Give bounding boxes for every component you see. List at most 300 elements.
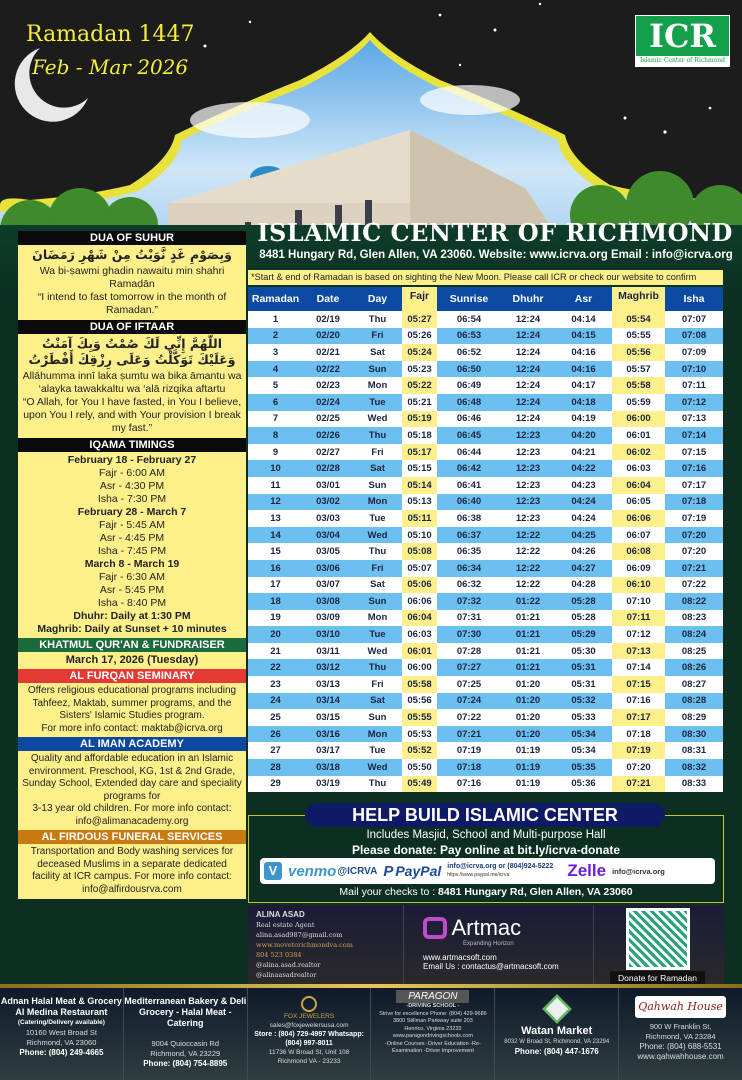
ramadan-dates: Feb - Mar 2026: [32, 55, 189, 79]
venmo-icon: V: [264, 862, 282, 880]
cell-dhuhr: 12:22: [501, 527, 555, 544]
khatmul-date: March 17, 2026 (Tuesday): [65, 654, 199, 666]
cell-sunrise: 07:24: [437, 693, 501, 710]
cell-fajr: 05:10: [402, 527, 437, 544]
cell-ramadan: 2: [248, 328, 303, 345]
cell-asr: 05:32: [555, 693, 612, 710]
cell-day: Tue: [353, 394, 402, 411]
cell-date: 03/13: [303, 676, 353, 693]
cell-day: Wed: [353, 759, 402, 776]
cell-day: Fri: [353, 444, 402, 461]
cell-fajr: 05:55: [402, 709, 437, 726]
cell-day: Wed: [353, 411, 402, 428]
cell-isha: 07:15: [665, 444, 723, 461]
cell-isha: 08:30: [665, 726, 723, 743]
table-row: [248, 577, 723, 594]
cell-day: Sun: [353, 361, 402, 378]
moon-sighting-notice: *Start & end of Ramadan is based on sighting the New Moon. Please call ICR or check our website to confirm: [248, 270, 723, 285]
column-header: Maghrib: [612, 287, 665, 311]
sponsor-phone: Phone: (804) 754-8895: [143, 1059, 228, 1068]
iman-contact: 3-13 year old children. For more info contact: info@alimanacademy.org: [32, 803, 232, 827]
cell-isha: 08:26: [665, 659, 723, 676]
iqama-period: February 28 - March 7: [77, 506, 187, 518]
cell-isha: 08:27: [665, 676, 723, 693]
cell-date: 03/16: [303, 726, 353, 743]
icr-logo: [635, 15, 730, 67]
cell-asr: 05:28: [555, 610, 612, 627]
iqama-list: [18, 452, 246, 638]
cell-maghrib: 06:03: [612, 460, 665, 477]
sponsor-email: sales@foxjewelersusa.com: [269, 1022, 349, 1029]
iqama-dhuhr: Dhuhr: Daily at 1:30 PM: [73, 610, 191, 622]
ad-artmac: [423, 915, 559, 971]
cell-date: 03/19: [303, 776, 353, 793]
cell-date: 03/15: [303, 709, 353, 726]
cell-dhuhr: 01:21: [501, 626, 555, 643]
cell-ramadan: 8: [248, 427, 303, 444]
cell-day: Thu: [353, 659, 402, 676]
footer-qahwah: [619, 988, 742, 1080]
cell-fajr: 05:22: [402, 377, 437, 394]
cell-day: Fri: [353, 676, 402, 693]
sponsor-addr: Henrico, Virginia 23233: [404, 1025, 462, 1032]
logo-subtitle: Islamic Center of Richmond: [636, 56, 729, 66]
cell-isha: 07:08: [665, 328, 723, 345]
cell-isha: 08:28: [665, 693, 723, 710]
table-row: [248, 726, 723, 743]
cell-date: 02/27: [303, 444, 353, 461]
table-row: [248, 560, 723, 577]
iqama-time: Fajr - 6:30 AM: [99, 571, 165, 583]
sponsor-sub: -DRIVING SCHOOL -: [406, 1003, 460, 1009]
cell-asr: 04:24: [555, 494, 612, 511]
cell-day: Thu: [353, 427, 402, 444]
cell-day: Tue: [353, 626, 402, 643]
cell-maghrib: 06:08: [612, 543, 665, 560]
cell-asr: 05:34: [555, 726, 612, 743]
cell-dhuhr: 12:24: [501, 311, 555, 328]
table-row: [248, 626, 723, 643]
cell-dhuhr: 01:20: [501, 709, 555, 726]
paypal-contact: info@icrva.org or (804)924-5222: [447, 863, 554, 870]
cell-date: 03/05: [303, 543, 353, 560]
cell-ramadan: 27: [248, 742, 303, 759]
cell-maghrib: 06:09: [612, 560, 665, 577]
cell-date: 03/03: [303, 510, 353, 527]
iqama-period: March 8 - March 19: [84, 558, 180, 570]
cell-maghrib: 05:54: [612, 311, 665, 328]
cell-isha: 07:22: [665, 577, 723, 594]
cell-sunrise: 06:32: [437, 577, 501, 594]
table-row: [248, 643, 723, 660]
dua-iftaar-header: DUA OF IFTAAR: [18, 320, 246, 334]
cell-day: Mon: [353, 726, 402, 743]
cell-date: 03/14: [303, 693, 353, 710]
artmac-logo-icon: [423, 917, 447, 939]
cell-isha: 07:17: [665, 477, 723, 494]
cell-sunrise: 07:21: [437, 726, 501, 743]
table-row: [248, 394, 723, 411]
cell-isha: 08:22: [665, 593, 723, 610]
logo-text: ICR: [648, 17, 717, 55]
cell-dhuhr: 12:24: [501, 377, 555, 394]
cell-ramadan: 6: [248, 394, 303, 411]
cell-maghrib: 07:16: [612, 693, 665, 710]
iqama-time: Asr - 5:45 PM: [99, 584, 165, 596]
paypal-url[interactable]: https://www.paypal.me/icrva: [447, 872, 510, 878]
mail-checks: [248, 886, 724, 898]
iqama-time: Isha - 7:45 PM: [97, 545, 167, 557]
cell-isha: 08:32: [665, 759, 723, 776]
table-row: [248, 477, 723, 494]
dua-iftaar-translation: “O Allah, for You I have fasted, in You I believe, upon You I rely, and with Your provision I break my fast.”: [22, 396, 242, 434]
cell-isha: 07:19: [665, 510, 723, 527]
page-title: ISLAMIC CENTER OF RICHMOND: [257, 218, 733, 247]
venmo-handle: @ICRVA: [337, 865, 378, 877]
cell-asr: 05:30: [555, 643, 612, 660]
cell-sunrise: 07:25: [437, 676, 501, 693]
cell-dhuhr: 12:23: [501, 494, 555, 511]
table-row: [248, 693, 723, 710]
cell-dhuhr: 12:23: [501, 444, 555, 461]
dua-iftaar-transliteration: Allāhumma innī laka ṣumtu wa bika āmantu wa ‘alayka tawakkaltu wa ‘alā rizqika aftartu: [22, 370, 242, 395]
cell-asr: 04:25: [555, 527, 612, 544]
cell-fajr: 05:21: [402, 394, 437, 411]
cell-asr: 04:19: [555, 411, 612, 428]
cell-maghrib: 06:06: [612, 510, 665, 527]
cell-asr: 04:17: [555, 377, 612, 394]
cell-dhuhr: 12:23: [501, 510, 555, 527]
footer-mediterranean: [124, 988, 248, 1080]
cell-isha: 07:07: [665, 311, 723, 328]
address-line: 8481 Hungary Rd, Glen Allen, VA 23060. Website: www.icrva.org Email : info@icrva.org: [259, 249, 733, 261]
cell-fajr: 05:26: [402, 328, 437, 345]
ad-alina-role: Real estate Agent: [256, 921, 315, 929]
footer-adnan: [0, 988, 124, 1080]
table-row: [248, 659, 723, 676]
cell-ramadan: 11: [248, 477, 303, 494]
cell-maghrib: 06:01: [612, 427, 665, 444]
cell-ramadan: 23: [248, 676, 303, 693]
iqama-time: Fajr - 6:00 AM: [99, 467, 165, 479]
cell-maghrib: 06:02: [612, 444, 665, 461]
column-header: Ramadan: [248, 287, 303, 311]
iqama-maghrib: Maghrib: Daily at Sunset + 10 minutes: [37, 623, 227, 635]
column-header: Isha: [665, 287, 723, 311]
cell-date: 02/25: [303, 411, 353, 428]
cell-maghrib: 07:21: [612, 776, 665, 793]
paypal-label[interactable]: PayPal: [395, 863, 442, 879]
cell-date: 02/22: [303, 361, 353, 378]
cell-day: Mon: [353, 494, 402, 511]
qr-caption: Donate for Ramadan: [610, 971, 705, 985]
column-header: Asr: [555, 287, 612, 311]
cell-sunrise: 06:46: [437, 411, 501, 428]
cell-day: Sat: [353, 577, 402, 594]
cell-date: 03/04: [303, 527, 353, 544]
sponsor-web[interactable]: www.qahwahhouse.com: [637, 1052, 724, 1061]
cell-fajr: 05:13: [402, 494, 437, 511]
cell-sunrise: 06:37: [437, 527, 501, 544]
mail-address: 8481 Hungary Rd, Glen Allen, VA 23060: [438, 886, 633, 898]
table-row: [248, 776, 723, 793]
sponsor-name: Watan Market: [521, 1025, 593, 1037]
dua-suhur-arabic: وَبِصَوْمِ غَدٍ نَّوَيْتُ مِنْ شَهْرِ رَمَضَانَ: [32, 247, 232, 262]
cell-maghrib: 07:17: [612, 709, 665, 726]
cell-isha: 07:16: [665, 460, 723, 477]
footer-fox-jewelers: [248, 988, 372, 1080]
cell-ramadan: 14: [248, 527, 303, 544]
sponsor-addr: 9004 Quioccasin Rd: [151, 1039, 220, 1048]
cell-ramadan: 10: [248, 460, 303, 477]
table-row: [248, 460, 723, 477]
table-row: [248, 377, 723, 394]
table-row: [248, 361, 723, 378]
firdous-header: AL FIRDOUS FUNERAL SERVICES: [18, 830, 246, 844]
cell-sunrise: 06:52: [437, 344, 501, 361]
iqama-header: IQAMA TIMINGS: [18, 438, 246, 452]
cell-fajr: 06:04: [402, 610, 437, 627]
cell-sunrise: 06:48: [437, 394, 501, 411]
table-row: [248, 527, 723, 544]
cell-isha: 07:09: [665, 344, 723, 361]
cell-asr: 04:16: [555, 361, 612, 378]
cell-asr: 05:29: [555, 626, 612, 643]
cell-ramadan: 3: [248, 344, 303, 361]
table-row: [248, 610, 723, 627]
column-header: Dhuhr: [501, 287, 555, 311]
cell-ramadan: 5: [248, 377, 303, 394]
table-row: [248, 427, 723, 444]
cell-day: Mon: [353, 377, 402, 394]
cell-day: Tue: [353, 510, 402, 527]
cell-fajr: 05:24: [402, 344, 437, 361]
cell-date: 02/28: [303, 460, 353, 477]
cell-ramadan: 26: [248, 726, 303, 743]
cell-asr: 04:16: [555, 344, 612, 361]
cell-maghrib: 07:13: [612, 643, 665, 660]
cell-date: 03/01: [303, 477, 353, 494]
khatmul-header: KHATMUL QUR'AN & FUNDRAISER: [18, 638, 246, 652]
dua-suhur-header: DUA OF SUHUR: [18, 231, 246, 245]
cell-maghrib: 07:20: [612, 759, 665, 776]
cell-date: 02/20: [303, 328, 353, 345]
iqama-time: Fajr - 5:45 AM: [99, 519, 165, 531]
cell-maghrib: 05:55: [612, 328, 665, 345]
cell-asr: 05:28: [555, 593, 612, 610]
cell-asr: 05:31: [555, 659, 612, 676]
cell-ramadan: 1: [248, 311, 303, 328]
venmo-label[interactable]: venmo: [288, 862, 337, 880]
cell-dhuhr: 01:21: [501, 643, 555, 660]
cell-isha: 08:31: [665, 742, 723, 759]
cell-asr: 04:23: [555, 477, 612, 494]
cell-fajr: 05:06: [402, 577, 437, 594]
cell-date: 02/23: [303, 377, 353, 394]
donation-subtitle: Includes Masjid, School and Multi-purpose Hall: [366, 829, 606, 841]
cell-sunrise: 06:44: [437, 444, 501, 461]
cell-asr: 05:33: [555, 709, 612, 726]
cell-sunrise: 07:16: [437, 776, 501, 793]
cell-day: Wed: [353, 643, 402, 660]
cell-sunrise: 06:53: [437, 328, 501, 345]
cell-fajr: 05:49: [402, 776, 437, 793]
cell-sunrise: 07:30: [437, 626, 501, 643]
cell-asr: 05:31: [555, 676, 612, 693]
zelle-label[interactable]: Zelle: [567, 861, 607, 880]
cell-dhuhr: 12:24: [501, 328, 555, 345]
cell-asr: 04:21: [555, 444, 612, 461]
sponsor-name: Adnan Halal Meat & Grocery: [0, 996, 122, 1006]
cell-fajr: 05:08: [402, 543, 437, 560]
cell-fajr: 06:01: [402, 643, 437, 660]
cell-date: 03/08: [303, 593, 353, 610]
ad-alina-instagram: @alina.asad.realtor: [256, 961, 321, 969]
cell-sunrise: 07:31: [437, 610, 501, 627]
ad-artmac-web[interactable]: www.artmacsoft.com: [423, 953, 497, 962]
ad-alina-web: www.movetorichmondva.com: [256, 941, 353, 949]
table-row: [248, 759, 723, 776]
cell-maghrib: 07:12: [612, 626, 665, 643]
cell-fajr: 05:58: [402, 676, 437, 693]
ad-alina-email: alina.asad987@gmail.com: [256, 931, 343, 939]
left-info-column: [18, 231, 246, 899]
cell-ramadan: 20: [248, 626, 303, 643]
cell-day: Tue: [353, 742, 402, 759]
cell-isha: 08:25: [665, 643, 723, 660]
cell-ramadan: 12: [248, 494, 303, 511]
cell-day: Fri: [353, 328, 402, 345]
cell-isha: 07:20: [665, 543, 723, 560]
watan-logo-icon: [542, 994, 571, 1023]
iqama-time: Asr - 4:45 PM: [99, 532, 165, 544]
cell-isha: 07:21: [665, 560, 723, 577]
cell-maghrib: 07:15: [612, 676, 665, 693]
cell-fajr: 05:56: [402, 693, 437, 710]
cell-asr: 04:20: [555, 427, 612, 444]
cell-dhuhr: 01:19: [501, 759, 555, 776]
cell-ramadan: 19: [248, 610, 303, 627]
cell-isha: 07:20: [665, 527, 723, 544]
cell-sunrise: 06:41: [437, 477, 501, 494]
cell-sunrise: 07:22: [437, 709, 501, 726]
cell-dhuhr: 01:20: [501, 676, 555, 693]
donation-title: HELP BUILD ISLAMIC CENTER: [305, 803, 665, 827]
firdous-text: Transportation and Body washing services for deceased Muslims in a separate dedicated facility at ICR campus. For more info contact: info@alfirdousrva.com: [30, 846, 234, 895]
sponsor-name: Grocery - Halal Meat - Catering: [138, 1007, 232, 1028]
table-row: [248, 344, 723, 361]
table-row: [248, 709, 723, 726]
qr-code[interactable]: [626, 908, 690, 970]
table-row: [248, 593, 723, 610]
cell-asr: 04:26: [555, 543, 612, 560]
column-header: Day: [353, 287, 402, 311]
table-row: [248, 444, 723, 461]
cell-ramadan: 25: [248, 709, 303, 726]
cell-fajr: 05:15: [402, 460, 437, 477]
sponsor-services: -Online Courses -Driver Education -Re-Examination -Driver Improvement: [384, 1040, 481, 1054]
cell-maghrib: 07:10: [612, 593, 665, 610]
cell-isha: 08:33: [665, 776, 723, 793]
cell-day: Sun: [353, 477, 402, 494]
cell-date: 03/02: [303, 494, 353, 511]
sponsor-addr: 8032 W Broad St, Richmond, VA 23294: [504, 1039, 610, 1045]
sponsor-phone: Phone: (804) 249-4665: [19, 1048, 104, 1057]
cell-day: Fri: [353, 560, 402, 577]
table-row: [248, 510, 723, 527]
cell-ramadan: 18: [248, 593, 303, 610]
cell-dhuhr: 01:21: [501, 610, 555, 627]
cell-asr: 04:18: [555, 394, 612, 411]
cell-sunrise: 07:19: [437, 742, 501, 759]
cell-isha: 07:18: [665, 494, 723, 511]
cell-dhuhr: 01:22: [501, 593, 555, 610]
cell-sunrise: 06:35: [437, 543, 501, 560]
column-header: Fajr: [402, 287, 437, 311]
donate-online-link[interactable]: Please donate: Pay online at bit.ly/icrva-donate: [351, 843, 621, 857]
footer-sponsors: [0, 988, 742, 1080]
cell-date: 03/09: [303, 610, 353, 627]
sponsor-name: FOX JEWELERS: [283, 1013, 335, 1020]
footer-paragon: [371, 988, 495, 1080]
cell-day: Wed: [353, 527, 402, 544]
column-header: Date: [303, 287, 353, 311]
ad-artmac-email[interactable]: Email Us : contactus@artmacsoft.com: [423, 962, 559, 971]
cell-isha: 08:24: [665, 626, 723, 643]
iman-text: Quality and affordable education in an Islamic environment. Preschool, KG, 1st & 2nd Grade, Sunday School, Extended day care and speciality programs for: [22, 753, 242, 802]
sponsor-name: PARAGON: [396, 990, 469, 1003]
cell-maghrib: 05:59: [612, 394, 665, 411]
cell-sunrise: 06:45: [437, 427, 501, 444]
iqama-time: Isha - 8:40 PM: [97, 597, 167, 609]
cell-day: Sat: [353, 693, 402, 710]
dua-iftaar-arabic: اللَّهُمَّ إِنِّي لَكَ صُمْتُ وَبِكَ آمَنْتُ وَعَلَيْكَ تَوَكَّلْتُ وَعَلَى رِزْقِكَ أَفْطَرْتُ: [28, 336, 236, 367]
cell-asr: 04:22: [555, 460, 612, 477]
sponsor-addr: 11736 W Broad St, Unit 108: [268, 1049, 350, 1056]
cell-isha: 08:29: [665, 709, 723, 726]
cell-day: Mon: [353, 610, 402, 627]
cell-maghrib: 05:57: [612, 361, 665, 378]
cell-asr: 04:28: [555, 577, 612, 594]
cell-day: Sun: [353, 709, 402, 726]
cell-dhuhr: 01:20: [501, 693, 555, 710]
cell-ramadan: 28: [248, 759, 303, 776]
cell-date: 03/07: [303, 577, 353, 594]
payment-options: [260, 858, 715, 884]
table-row: [248, 411, 723, 428]
furqan-text: Offers religious educational programs including Tahfeez, Maktab, summer programs, and the Sisters' Islamic Studies program.: [27, 685, 237, 721]
cell-day: Sat: [353, 344, 402, 361]
prayer-timetable: [248, 287, 723, 792]
cell-sunrise: 06:40: [437, 494, 501, 511]
cell-day: Sat: [353, 460, 402, 477]
cell-dhuhr: 12:23: [501, 460, 555, 477]
cell-asr: 04:24: [555, 510, 612, 527]
cell-sunrise: 06:34: [437, 560, 501, 577]
cell-day: Sun: [353, 593, 402, 610]
cell-date: 02/24: [303, 394, 353, 411]
cell-dhuhr: 12:22: [501, 560, 555, 577]
cell-day: Thu: [353, 311, 402, 328]
cell-isha: 08:23: [665, 610, 723, 627]
cell-isha: 07:12: [665, 394, 723, 411]
sponsor-phone: Store : (804) 729-4997 Whatsapp: (804) 997-8011: [254, 1031, 364, 1047]
cell-date: 03/10: [303, 626, 353, 643]
cell-fajr: 05:07: [402, 560, 437, 577]
cell-sunrise: 06:42: [437, 460, 501, 477]
cell-date: 03/06: [303, 560, 353, 577]
cell-fajr: 05:17: [402, 444, 437, 461]
